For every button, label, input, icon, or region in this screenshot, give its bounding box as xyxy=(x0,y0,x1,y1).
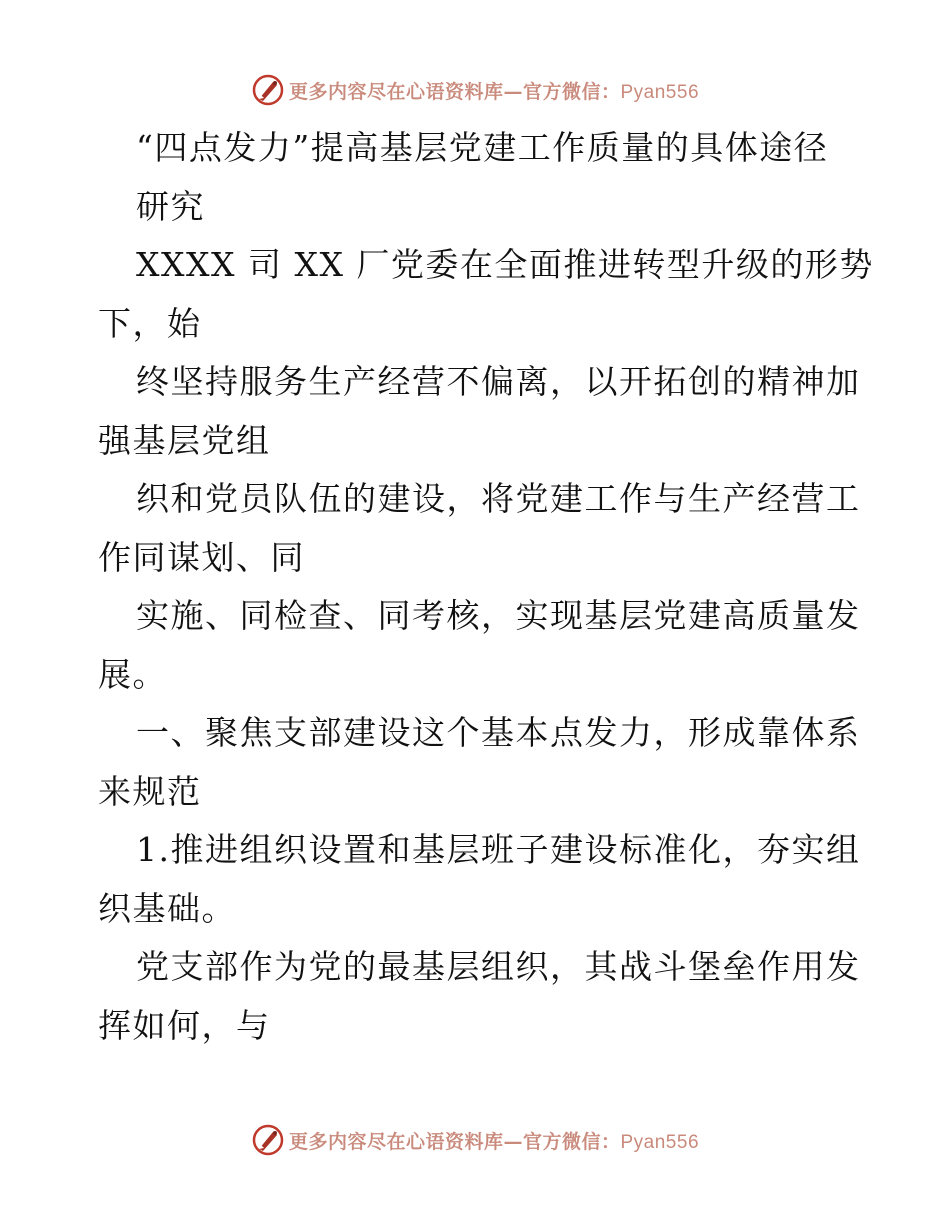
watermark-label: 更多内容尽在心语资料库—官方微信： xyxy=(288,80,621,103)
paragraph-line: 1.推进组织设置和基层班子建设标准化，夯实组 xyxy=(136,830,861,869)
paragraph-line: 来规范 xyxy=(98,771,202,811)
pen-logo-icon xyxy=(251,73,285,107)
paragraph-line: 研究 xyxy=(136,186,205,226)
paragraph-line: 织和党员队伍的建设，将党建工作与生产经营工 xyxy=(136,479,861,518)
paragraph-line: 挥如何，与 xyxy=(98,1005,271,1045)
paragraph-line: 作同谋划、同 xyxy=(98,537,305,577)
paragraph-line: XXXX 司 XX 厂党委在全面推进转型升级的形势 xyxy=(136,245,874,284)
watermark-text xyxy=(289,77,699,104)
paragraph-line: 终坚持服务生产经营不偏离，以开拓创的精神加 xyxy=(136,362,861,401)
watermark-handle: Pyan556 xyxy=(620,81,700,103)
paragraph-line: 党支部作为党的最基层组织，其战斗堡垒作用发 xyxy=(136,947,861,986)
footer-watermark xyxy=(0,1120,950,1160)
document-title-line: “四点发力”提高基层党建工作质量的具体途径 xyxy=(136,128,829,167)
pen-logo-icon xyxy=(251,1123,285,1157)
paragraph-line: 强基层党组 xyxy=(98,420,271,460)
paragraph-line: 展。 xyxy=(98,654,167,694)
paragraph-line: 实施、同检查、同考核，实现基层党建高质量发 xyxy=(136,596,861,635)
watermark-handle: Pyan556 xyxy=(620,1131,700,1153)
watermark-label: 更多内容尽在心语资料库—官方微信： xyxy=(288,1130,621,1153)
paragraph-line: 一、聚焦支部建设这个基本点发力，形成靠体系 xyxy=(136,713,861,752)
paragraph-line: 织基础。 xyxy=(98,888,236,928)
paragraph-line: 下，始 xyxy=(98,303,202,343)
watermark-text xyxy=(289,1127,699,1154)
header-watermark xyxy=(0,70,950,110)
